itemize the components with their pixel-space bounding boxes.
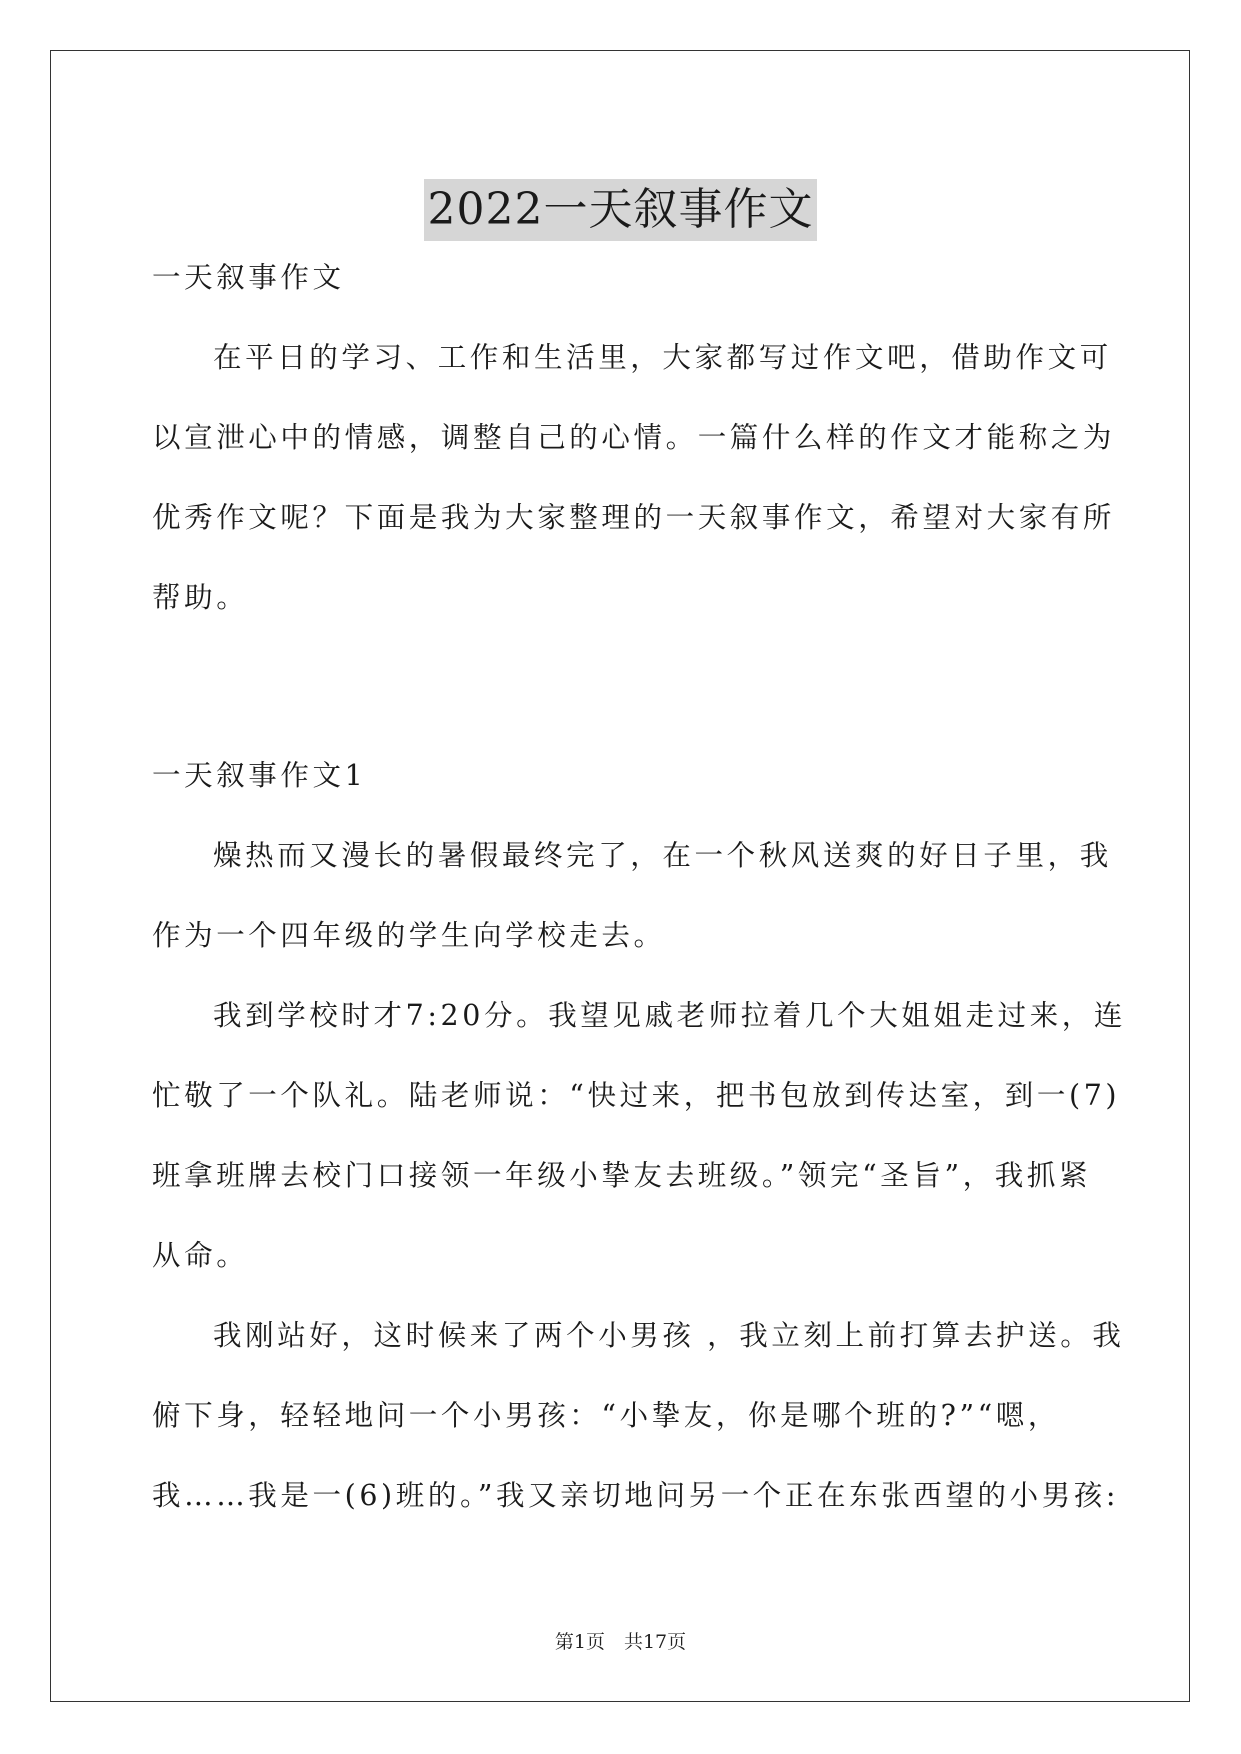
text-line: 燥热而又漫长的暑假最终完了，在一个秋风送爽的好日子里，我 xyxy=(213,839,1112,872)
document-title: 2022一天叙事作文 xyxy=(424,179,818,241)
text-line: 以宣泄心中的情感，调整自己的心情。一篇什么样的作文才能称之为 xyxy=(152,421,1116,454)
text-line: 帮助。 xyxy=(152,581,249,614)
page-footer: 第1页 共17页 xyxy=(554,1631,687,1653)
text-line: 在平日的学习、工作和生活里，大家都写过作文吧，借助作文可 xyxy=(213,341,1112,374)
text-line: 一天叙事作文 xyxy=(152,261,345,294)
text-line: 忙敬了一个队礼。陆老师说：“快过来，把书包放到传达室，到一(7) xyxy=(152,1079,1121,1112)
title-container xyxy=(0,150,1241,271)
text-line: 从命。 xyxy=(152,1239,249,1272)
text-line: 俯下身，轻轻地问一个小男孩：“小挚友，你是哪个班的?”“嗯， xyxy=(152,1399,1060,1432)
text-line: 班拿班牌去校门口接领一年级小挚友去班级。”领完“圣旨”，我抓紧 xyxy=(152,1159,1092,1192)
text-line: 一天叙事作文1 xyxy=(152,759,367,792)
text-line: 我……我是一(6)班的。”我又亲切地问另一个正在东张西望的小男孩: xyxy=(152,1479,1120,1512)
page-border xyxy=(50,50,1190,1702)
text-line: 我到学校时才7:20分。我望见戚老师拉着几个大姐姐走过来，连 xyxy=(213,999,1127,1032)
text-line: 作为一个四年级的学生向学校走去。 xyxy=(152,919,666,952)
text-line: 优秀作文呢？下面是我为大家整理的一天叙事作文，希望对大家有所 xyxy=(152,501,1116,534)
text-line: 我刚站好，这时候来了两个小男孩 ，我立刻上前打算去护送。我 xyxy=(213,1319,1125,1352)
